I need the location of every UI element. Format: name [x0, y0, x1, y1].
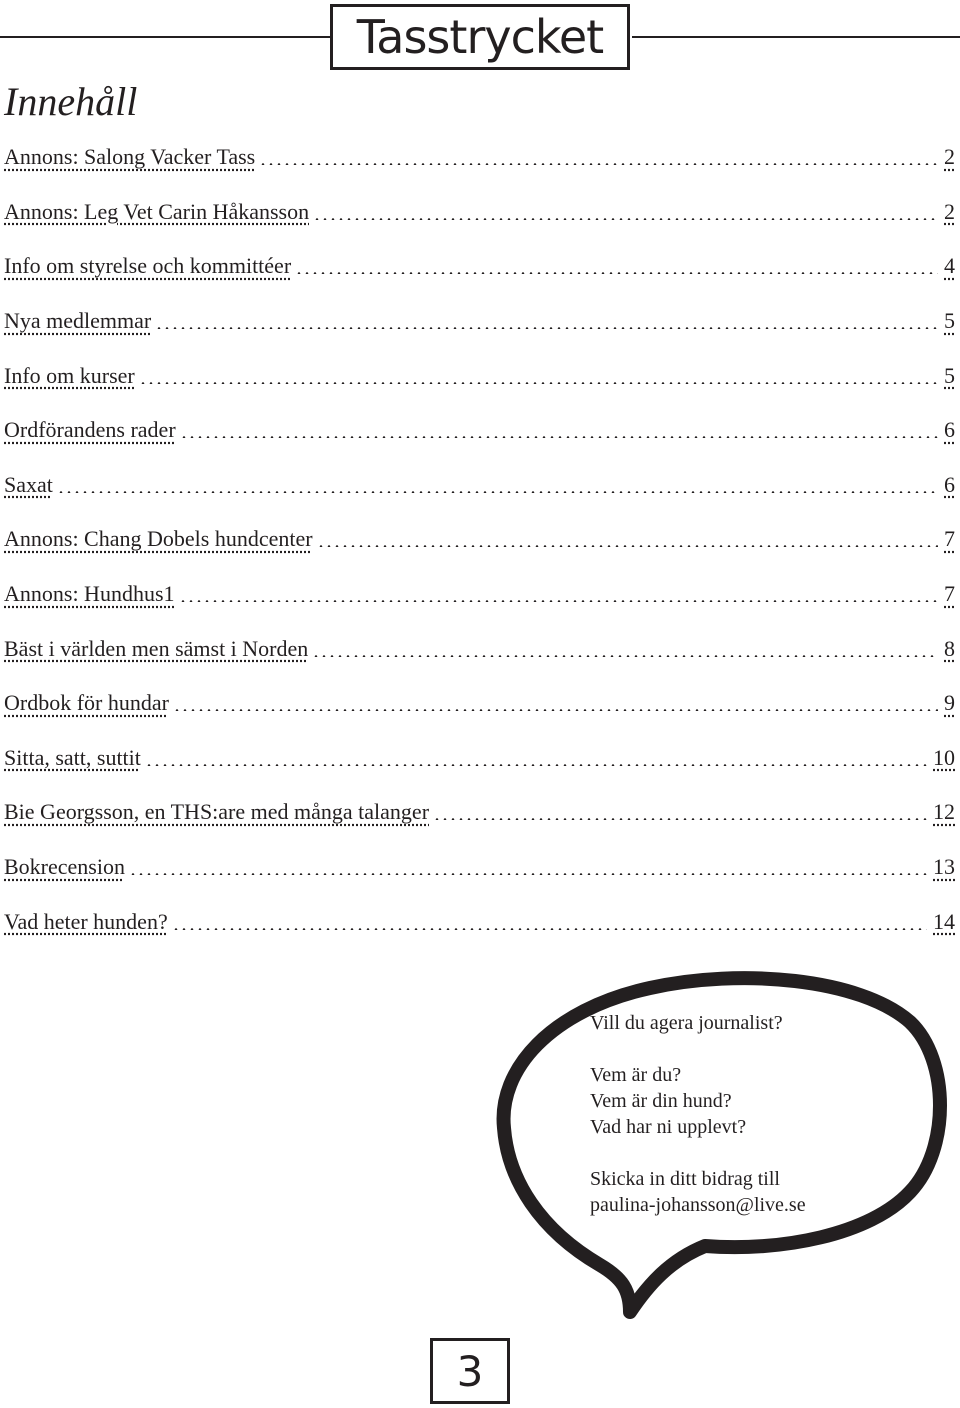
toc-entry [4, 403, 955, 458]
dot-leader [313, 218, 938, 220]
toc-entry-page: 6 [944, 417, 955, 443]
toc-entry [4, 731, 955, 786]
toc-entry [4, 294, 955, 349]
bubble-line: Vem är du? [590, 1064, 682, 1086]
bubble-line: Skicka in ditt bidrag till [590, 1168, 780, 1190]
toc-entry-page: 2 [944, 144, 955, 170]
dot-leader [155, 327, 938, 329]
toc-entry-page: 10 [933, 744, 955, 770]
dot-leader [129, 873, 927, 875]
toc-entry [4, 840, 955, 895]
toc-entry-page: 6 [944, 471, 955, 497]
toc-entry-title: Annons: Salong Vacker Tass [4, 144, 256, 170]
toc-entry-page: 5 [944, 308, 955, 334]
toc-entry [4, 130, 955, 185]
toc-entry-title: Annons: Hundhus1 [4, 581, 175, 607]
toc-entry-title: Vad heter hunden? [4, 908, 168, 934]
header-rule-right [632, 36, 960, 38]
toc-entry-page: 14 [933, 908, 955, 934]
toc-entry [4, 239, 955, 294]
dot-leader [139, 382, 938, 384]
dot-leader [179, 600, 938, 602]
toc-entry [4, 512, 955, 567]
toc-entry-title: Ordbok för hundar [4, 690, 169, 716]
toc-entry-title: Info om kurser [4, 362, 135, 388]
table-of-contents [4, 130, 955, 949]
toc-entry-page: 9 [944, 690, 955, 716]
dot-leader [312, 655, 938, 657]
dot-leader [317, 545, 938, 547]
toc-entry [4, 348, 955, 403]
toc-entry-title: Nya medlemmar [4, 308, 152, 334]
toc-entry-title: Ordförandens rader [4, 417, 176, 443]
toc-entry-title: Bäst i världen men sämst i Norden [4, 635, 309, 661]
toc-entry-title: Bie Georgsson, en THS:are med många talanger [4, 799, 430, 825]
bubble-line: Vill du agera journalist? [590, 1012, 783, 1034]
dot-leader [57, 491, 938, 493]
toc-heading: Innehåll [4, 79, 138, 124]
toc-entry-page: 7 [944, 581, 955, 607]
toc-entry-title: Annons: Chang Dobels hundcenter [4, 526, 313, 552]
contact-email: paulina-johansson@live.se [590, 1194, 806, 1216]
dot-leader [145, 764, 927, 766]
toc-entry [4, 185, 955, 240]
toc-entry [4, 621, 955, 676]
toc-entry-title: Saxat [4, 471, 53, 497]
toc-entry-page: 12 [933, 799, 955, 825]
toc-entry-title: Bokrecension [4, 854, 125, 880]
toc-entry [4, 785, 955, 840]
toc-entry [4, 676, 955, 731]
page-number: 3 [430, 1338, 510, 1404]
toc-entry-page: 2 [944, 198, 955, 224]
bubble-line: Vad har ni upplevt? [590, 1116, 747, 1138]
header-rule-left [0, 36, 330, 38]
toc-entry-title: Info om styrelse och kommittéer [4, 253, 292, 279]
toc-entry-page: 4 [944, 253, 955, 279]
toc-entry-page: 8 [944, 635, 955, 661]
toc-entry [4, 567, 955, 622]
toc-entry [4, 458, 955, 513]
dot-leader [259, 163, 938, 165]
dot-leader [180, 436, 938, 438]
dot-leader [172, 928, 927, 930]
toc-entry-page: 7 [944, 526, 955, 552]
call-for-contributions [590, 1010, 920, 1218]
dot-leader [173, 709, 938, 711]
masthead-title: Tasstrycket [330, 4, 630, 70]
toc-entry-title: Annons: Leg Vet Carin Håkansson [4, 198, 310, 224]
toc-entry-page: 5 [944, 362, 955, 388]
toc-entry-title: Sitta, satt, suttit [4, 744, 141, 770]
bubble-line: Vem är din hund? [590, 1090, 732, 1112]
toc-entry [4, 894, 955, 949]
toc-entry-page: 13 [933, 854, 955, 880]
dot-leader [433, 818, 927, 820]
dot-leader [295, 272, 938, 274]
